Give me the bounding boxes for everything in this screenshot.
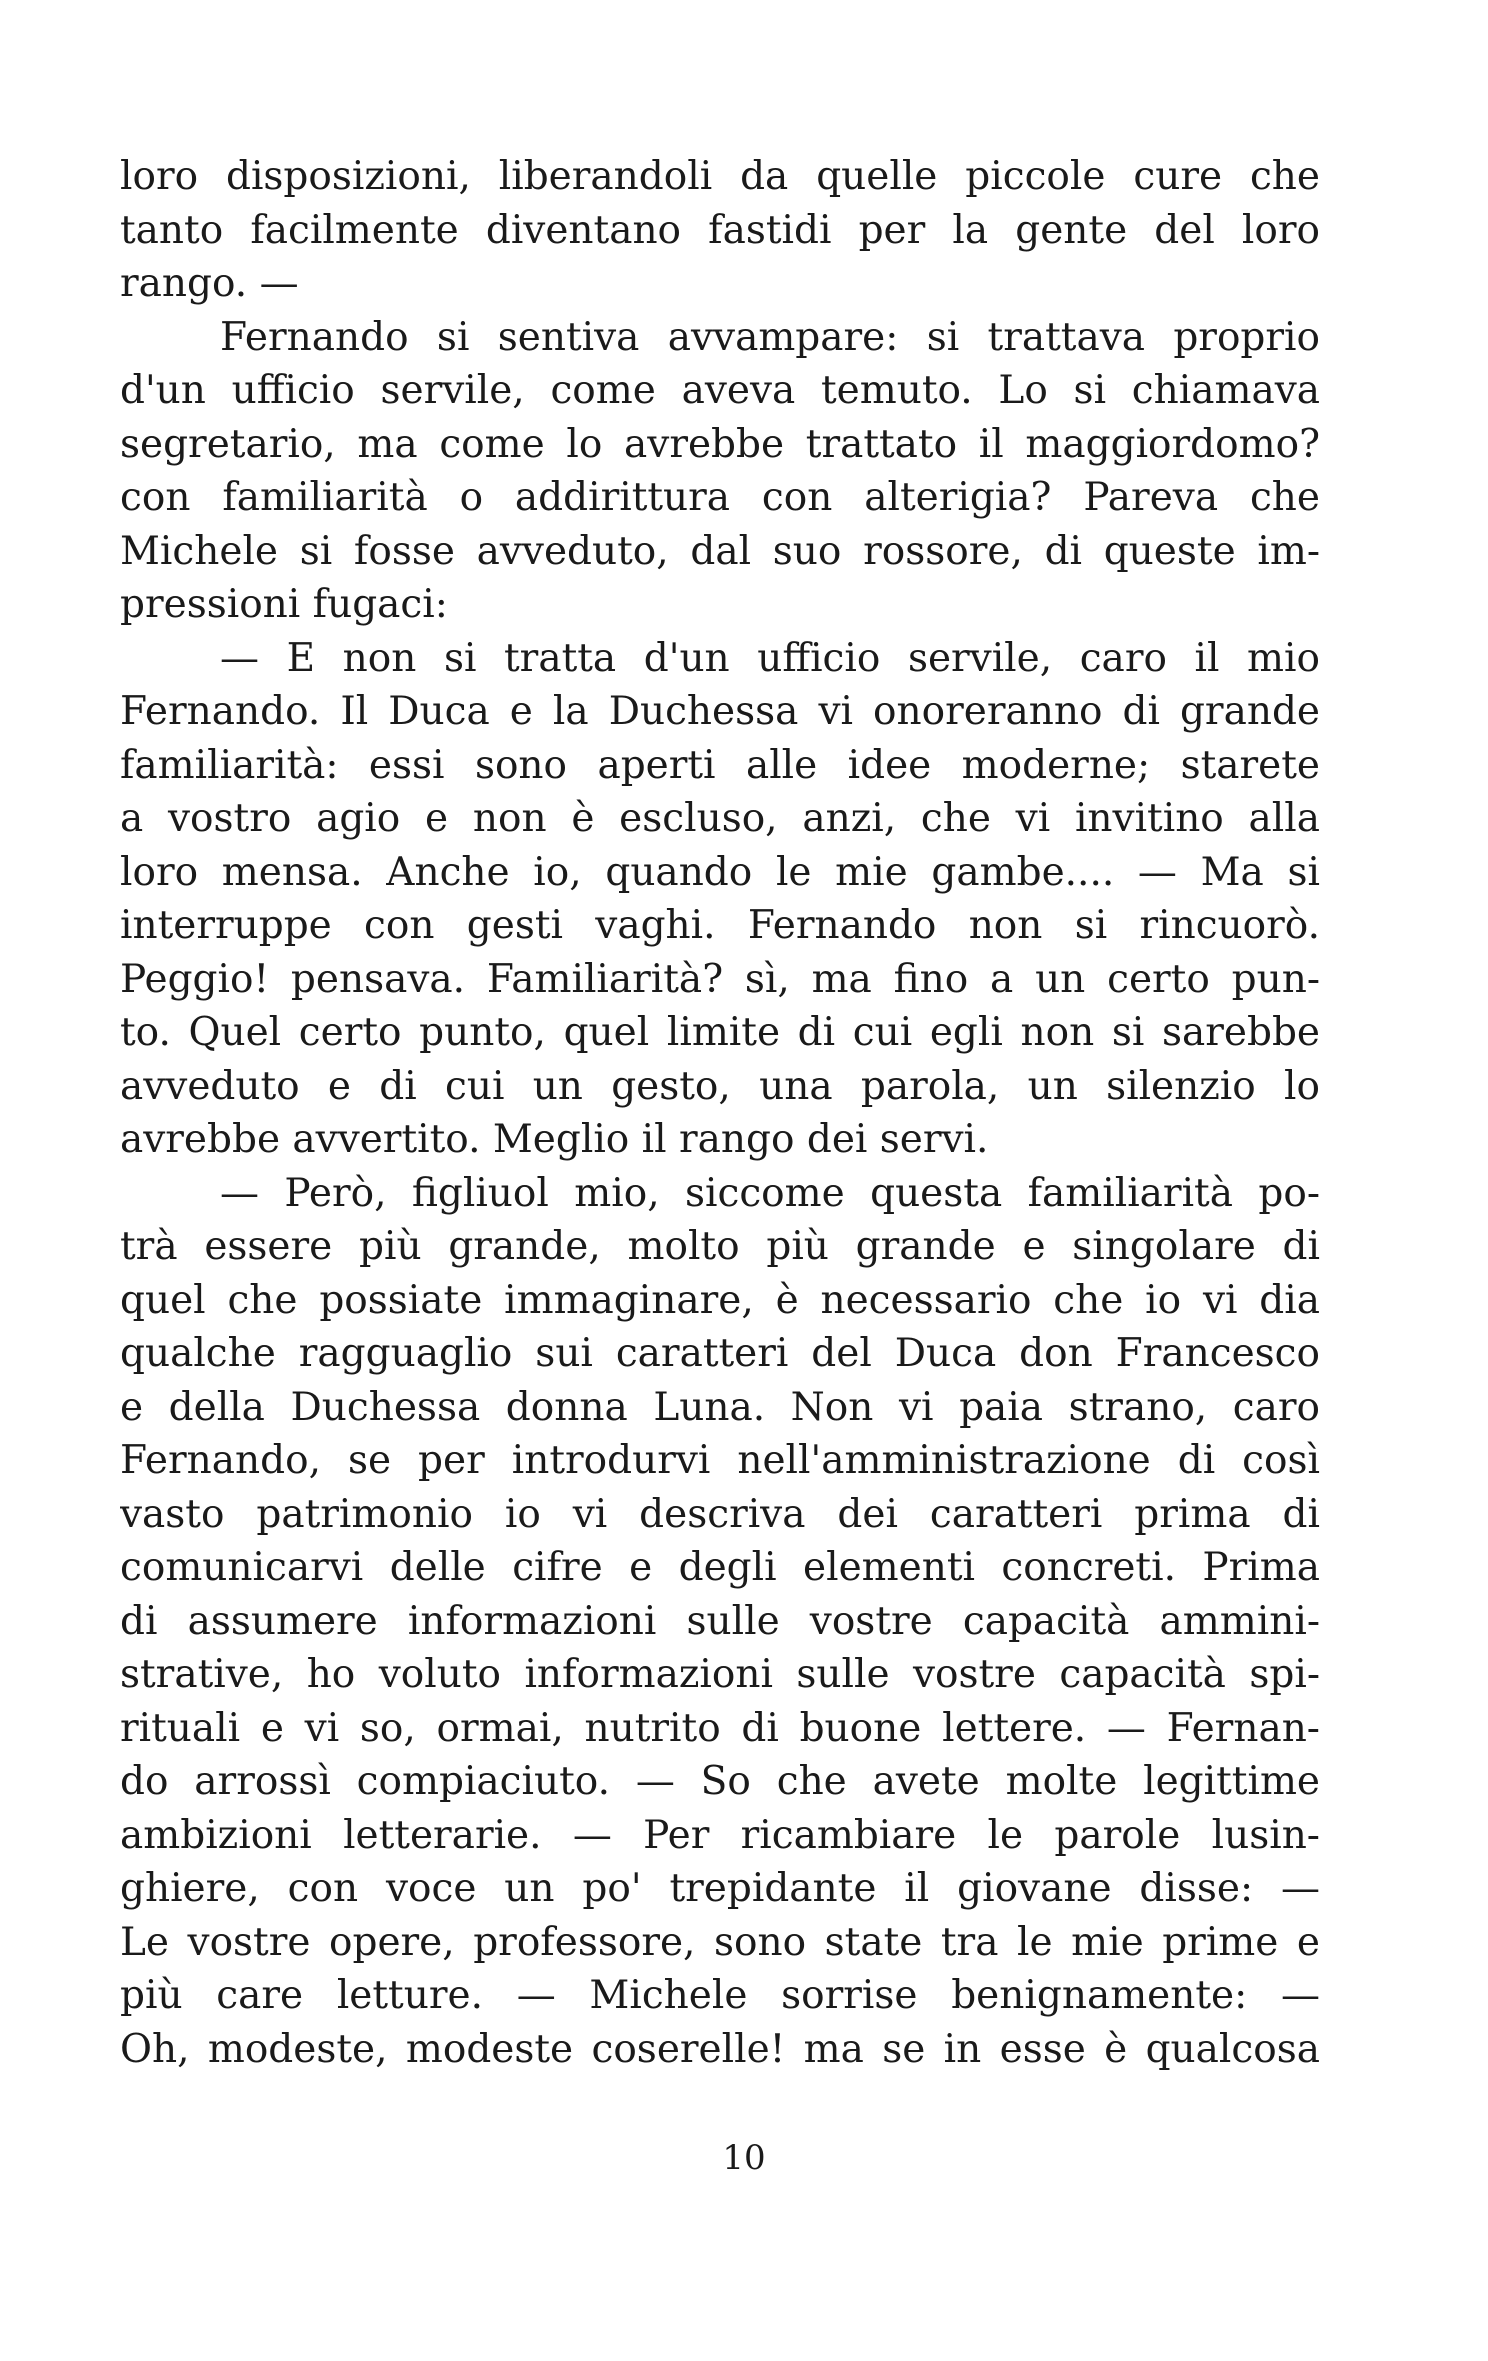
text-line: strative, ho voluto informazioni sulle vostre capacità spi- bbox=[120, 1652, 1320, 1697]
text-line: d'un ufficio servile, come aveva temuto. Lo si chiamava bbox=[120, 368, 1320, 413]
text-line: interruppe con gesti vaghi. Fernando non si rincuorò. bbox=[120, 903, 1320, 948]
text-line: Fernando, se per introdurvi nell'amministrazione di così bbox=[120, 1438, 1320, 1483]
text-line: a vostro agio e non è escluso, anzi, che vi invitino alla bbox=[120, 796, 1320, 841]
text-line: tanto facilmente diventano fastidi per la gente del loro bbox=[120, 207, 1320, 253]
text-line: Peggio! pensava. Familiarità? sì, ma fino a un certo pun- bbox=[120, 956, 1320, 1002]
text-line: quel che possiate immaginare, è necessario che io vi dia bbox=[120, 1277, 1320, 1323]
text-line: Fernando si sentiva avvampare: si trattava proprio bbox=[220, 314, 1320, 360]
text-line: do arrossì compiaciuto. — So che avete molte legittime bbox=[120, 1759, 1320, 1804]
text-line: avrebbe avvertito. Meglio il rango dei servi. bbox=[120, 1117, 989, 1162]
text-line: comunicarvi delle cifre e degli elementi concreti. Prima bbox=[120, 1545, 1320, 1590]
body-text bbox=[120, 150, 1320, 2076]
text-line: loro disposizioni, liberandoli da quelle piccole cure che bbox=[120, 154, 1320, 199]
text-line: rango. — bbox=[120, 261, 299, 306]
text-line: Le vostre opere, professore, sono state tra le mie prime e bbox=[120, 1919, 1320, 1965]
text-line: ambizioni letterarie. — Per ricambiare le parole lusin- bbox=[120, 1812, 1320, 1858]
text-line: familiarità: essi sono aperti alle idee moderne; starete bbox=[120, 742, 1320, 788]
text-line: trà essere più grande, molto più grande e singolare di bbox=[120, 1224, 1320, 1269]
text-line: avveduto e di cui un gesto, una parola, un silenzio lo bbox=[120, 1063, 1320, 1109]
text-line: Oh, modeste, modeste coserelle! ma se in esse è qualcosa bbox=[120, 2026, 1320, 2072]
text-line: con familiarità o addirittura con alterigia? Pareva che bbox=[120, 475, 1320, 520]
text-line: di assumere informazioni sulle vostre capacità ammini- bbox=[120, 1598, 1320, 1644]
text-line: — E non si tratta d'un ufficio servile, caro il mio bbox=[220, 635, 1320, 681]
text-line: loro mensa. Anche io, quando le mie gambe.... — Ma si bbox=[120, 849, 1320, 895]
text-line: to. Quel certo punto, quel limite di cui egli non si sarebbe bbox=[120, 1010, 1320, 1055]
text-line: rituali e vi so, ormai, nutrito di buone lettere. — Fernan- bbox=[120, 1705, 1320, 1751]
text-line: Michele si fosse avveduto, dal suo rossore, di queste im- bbox=[120, 528, 1320, 574]
text-line: vasto patrimonio io vi descriva dei caratteri prima di bbox=[120, 1491, 1320, 1537]
text-line: — Però, figliuol mio, siccome questa familiarità po- bbox=[220, 1170, 1320, 1216]
text-line: qualche ragguaglio sui caratteri del Duca don Francesco bbox=[120, 1331, 1320, 1376]
text-line: segretario, ma come lo avrebbe trattato il maggiordomo? bbox=[120, 421, 1320, 467]
text-line: ghiere, con voce un po' trepidante il giovane disse: — bbox=[120, 1866, 1320, 1911]
text-line: più care letture. — Michele sorrise benignamente: — bbox=[120, 1973, 1320, 2018]
text-line: e della Duchessa donna Luna. Non vi paia strano, caro bbox=[120, 1384, 1320, 1430]
text-line: Fernando. Il Duca e la Duchessa vi onoreranno di grande bbox=[120, 689, 1320, 734]
page-number: 10 bbox=[722, 2138, 766, 2178]
text-line: pressioni fugaci: bbox=[120, 582, 448, 627]
